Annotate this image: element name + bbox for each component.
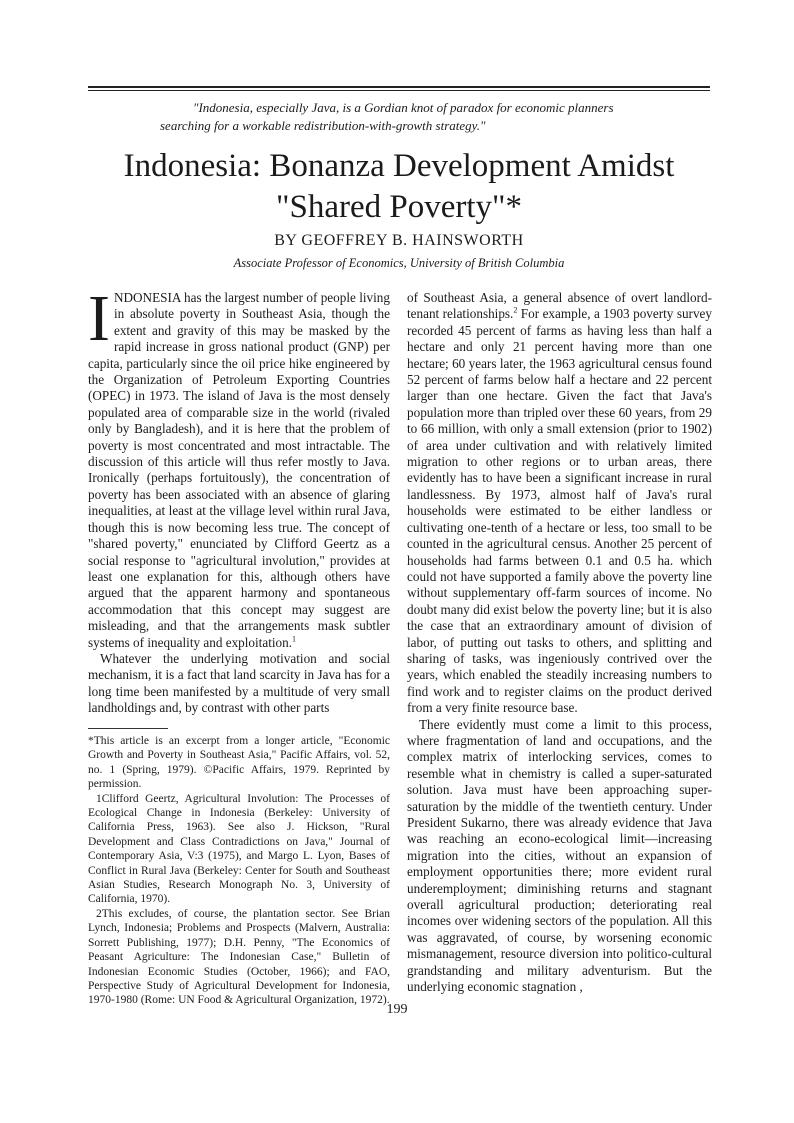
left-column [88, 282, 390, 717]
paragraph-1 [88, 282, 390, 651]
footnote-divider [88, 728, 168, 729]
paragraph-1-text: NDONESIA has the largest number of people living in absolute poverty in Southeast Asia, though the extent and gravity of this may be masked by the rapid increase in gross national product (GNP) per capita, particularly since the oil price hike engineered by the Organization of Petroleum Exporting Countries (OPEC) in 1973. The island of Java is the most densely populated area of comparable size in the world (rivaled only by Bangladesh), and it is here that the problem of poverty is most concentrated and most intractable. The discussion of this article will thus refer mostly to Java. Ironically (perhaps fortuitously), the concentration of poverty has been associated with an absence of glaring inequalities, at least at the village level within rural Java, though this is now becoming less true. The concept of "shared poverty," enunciated by Clifford Geertz as a social response to "agricultural involution," provides at least one explanation for this, although others have argued that the apparent harmony and spontaneous accommodation that this concept may suggest are misleading, and that the arrangements mask subtler systems of inequality and exploitation. [88, 290, 390, 650]
footnotes [88, 734, 390, 1008]
header-rule-bottom [88, 90, 710, 91]
right-column [407, 290, 712, 995]
header-rule-top [88, 86, 710, 88]
footnote-2: 2This excludes, of course, the plantation sector. See Brian Lynch, Indonesia; Problems and Prospects (Malvern, Australia: Sorrett Publishing, 1977); D.H. Penny, "The Economics of Peasant Agriculture: The Indonesian Case," Bulletin of Indonesian Economic Studies (October, 1966); and FAO, Perspective Study of Agricultural Development for Indonesia, 1970-1980 (Rome: UN Food & Agricultural Organization, 1972). [88, 907, 390, 1007]
paragraph-2-cont-text-a: of Southeast Asia, a general absence of overt landlord-tenant relationships. [407, 290, 712, 322]
footnote-ref-1: 1 [292, 634, 297, 644]
paragraph-2: Whatever the underlying motivation and social mechanism, it is a fact that land scarcity in Java has for a long time been manifested by a multitude of very small landholdings and, by contrast with other parts [88, 650, 390, 716]
epigraph-line-2: searching for a workable redistribution-with-growth strategy." [160, 118, 486, 133]
title-line-1: Indonesia: Bonanza Development Amidst [123, 148, 675, 184]
article-title [88, 146, 710, 228]
author-affiliation: Associate Professor of Economics, University of British Columbia [233, 256, 565, 270]
paragraph-2-continued [407, 290, 712, 717]
epigraph-line-1: "Indonesia, especially Java, is a Gordian knot of paradox for economic planners [193, 100, 614, 115]
epigraph [160, 99, 680, 135]
footnote-ref-2: 2 [513, 306, 518, 316]
paragraph-3: There evidently must come a limit to this process, where fragmentation of land and occupations, and the complex matrix of interlocking services, comes to resemble what in chemistry is called a super-saturated solution. Java must have been approaching super-saturation by the middle of the twentieth century. Under President Sukarno, there was already evidence that Java was reaching an econo-ecological limit—increasing migration into the cities, without an expansion of employment opportunities there; more evident rural underemployment; diminishing returns and stagnant overall agricultural production; deteriorating real incomes over widening sectors of the population. All this was aggravated, of course, by worsening economic mismanagement, resource diversion into politico-cultural grandstanding and military adventurism. But the underlying economic stagnation , [407, 716, 712, 995]
drop-cap: I [88, 282, 110, 355]
title-line-2: "Shared Poverty"* [276, 189, 522, 225]
page-number: 199 [386, 1002, 408, 1017]
footnote-star: *This article is an excerpt from a longer article, "Economic Growth and Poverty in Southeast Asia," Pacific Affairs, vol. 52, no. 1 (Spring, 1979). ©Pacific Affairs, 1979. Reprinted by permission. [88, 735, 390, 791]
footnote-1: 1Clifford Geertz, Agricultural Involution: The Processes of Ecological Change in Indonesia (Berkeley: University of California Press, 1963). See also J. Hickson, "Rural Development and Class Contradictions on Java," Journal of Contemporary Asia, V:3 (1975), and Margo L. Lyon, Bases of Conflict in Rural Java (Berkeley: Center for South and Southeast Asian Studies, Research Monograph No. 3, University of California, 1970). [88, 792, 390, 906]
paragraph-2-cont-text-b: For example, a 1903 poverty survey recorded 45 percent of farms as having less than half a hectare and only 21 percent having more than one hectare; 60 years later, the 1963 agricultural census found 52 percent of farms below half a hectare and 22 percent larger than one hectare. Given the fact that Java's population more than tripled over these 60 years, from 29 to 66 million, with only a small extension (prior to 1902) of area under cultivation and with relatively limited migration to other regions or to urban areas, there evidently has to have been a significant increase in rural landlessness. By 1973, almost half of Java's rural households were estimated to be either landless or cultivating one-tenth of a hectare or less, too small to be counted in the agricultural census. Another 25 percent of households had farms between 0.1 and 0.5 ha. which could not have supported a family above the poverty line without supplementary off-farm sources of income. No doubt many did exist below the poverty line; but it is also the case that an extraordinary amount of division of labor, of putting out tasks to others, and splitting and sharing of tasks, was ingeniously contrived over the years, which enabled the steadily increasing numbers to find work and to register claims on the product derived from a very finite resource base. [407, 306, 712, 716]
author-byline: BY GEOFFREY B. HAINSWORTH [274, 232, 524, 249]
